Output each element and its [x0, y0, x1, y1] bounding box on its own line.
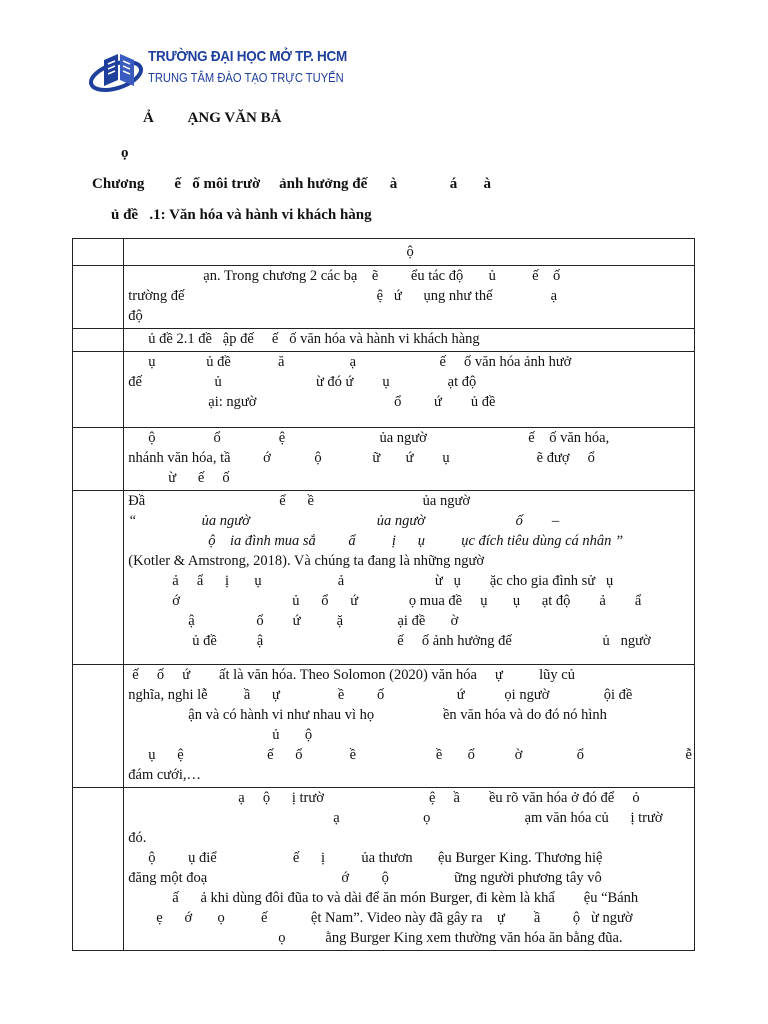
- table-cell-content: [124, 491, 695, 665]
- table-cell-content: [124, 352, 695, 428]
- table-text-line: đó.: [128, 830, 147, 846]
- table-text-line: ụ ủ đề ă ạ ế ố văn hóa ảnh hưở: [148, 354, 572, 370]
- table-row: [73, 788, 695, 951]
- table-header-cell: [124, 239, 695, 266]
- table-row: [73, 428, 695, 491]
- table-text-line: Đầ ể ề ủa ngườ: [128, 493, 471, 509]
- table-cell-content: [124, 329, 695, 352]
- table-header-text: ộ: [406, 244, 414, 260]
- table-text-line: ẹ ớ ọ ế ệt Nam”. Video này đã gây ra ự ầ ộ ừ ngườ: [156, 910, 633, 926]
- table-cell-content: [124, 266, 695, 329]
- table-cell-content: [124, 788, 695, 951]
- content-table: [72, 238, 695, 951]
- table-row: [73, 665, 695, 788]
- table-cell-left: [73, 491, 124, 665]
- document-subtitle: ọ: [121, 145, 129, 161]
- table-cell-left: [73, 428, 124, 491]
- table-cell-left: [73, 329, 124, 352]
- table-text-line: ận và có hành vi như nhau vì họ ền văn hóa và do đó nó hình: [188, 707, 607, 723]
- table-row: [73, 329, 695, 352]
- table-text-line: ả ẩ ị ụ ả ừ ụ ặc cho gia đình sử ụ: [172, 573, 614, 589]
- table-cell-left: [73, 239, 124, 266]
- table-text-line: ạ ộ ị trườ ệ ầ ều rõ văn hóa ở đó để ỏ: [238, 790, 640, 806]
- table-row: [73, 266, 695, 329]
- table-cell-left: [73, 352, 124, 428]
- table-row: [73, 491, 695, 665]
- table-text-line: ộ ụ điể ế ị ủa thươn ệu Burger King. Thương hiệ: [148, 850, 603, 866]
- university-logo: [88, 44, 347, 96]
- topic-heading: ủ đề .1: Văn hóa và hành vi khách hàng: [111, 207, 372, 223]
- table-text-line: nghĩa, nghi lễ ầ ự ề ố ứ ọi ngườ ội đề: [128, 687, 633, 703]
- table-text-line: đế ủ ừ đó ứ ụ ạt độ: [128, 374, 477, 390]
- logo-center-name: TRUNG TÂM ĐÀO TẠO TRỰC TUYẾN: [148, 70, 344, 85]
- table-text-line: ủ ộ: [272, 727, 313, 743]
- document-title: Ả ẠNG VĂN BẢ: [143, 110, 282, 126]
- table-text-line: ộ ổ ệ ủa ngườ ế ố văn hóa,: [148, 430, 610, 446]
- table-text-line: ụ ệ ế ổ ề ề ố ờ ổ ễ: [148, 747, 692, 763]
- table-text-line: nhánh văn hóa, tầ ớ ộ ữ ứ ụ ẽ đượ ổ: [128, 450, 595, 466]
- book-wing-logo-icon: [88, 48, 150, 92]
- table-text-line: ộ ia đình mua sắ ẩ ị ụ ục đích tiêu dùng cá nhân ”: [208, 533, 624, 549]
- table-cell-content: [124, 665, 695, 788]
- table-text-line: ế ố ứ ất là văn hóa. Theo Solomon (2020) văn hóa ự lũy củ: [132, 667, 575, 683]
- table-text-line: “ ủa ngườ ủa ngườ ố –: [128, 513, 560, 529]
- table-text-line: đăng một đoạ ớ ộ ững người phương tây vô: [128, 870, 602, 886]
- table-text-line: ậ ổ ứ ặ ại đề ờ: [188, 613, 459, 629]
- table-row: [73, 352, 695, 428]
- table-cell-left: [73, 266, 124, 329]
- logo-university-name: TRƯỜNG ĐẠI HỌC MỞ TP. HCM: [148, 48, 347, 65]
- table-text-line: ủ đề 2.1 đề ập đế ế ố văn hóa và hành vi khách hàng: [148, 331, 480, 347]
- table-text-line: ạn. Trong chương 2 các bạ ẽ ểu tác độ ủ ế ố: [203, 268, 561, 284]
- table-text-line: ừ ế ố: [168, 470, 230, 486]
- table-text-line: (Kotler & Amstrong, 2018). Và chúng ta đang là những ngườ: [128, 553, 485, 569]
- table-text-line: độ: [128, 308, 143, 324]
- table-text-line: ọ ằng Burger King xem thường văn hóa ăn bằng đũa.: [278, 930, 623, 946]
- table-header-row: [73, 239, 695, 266]
- table-text-line: ấ ả khi dùng đôi đũa to và dài để ăn món Burger, đi kèm là khẩ ệu “Bánh: [172, 890, 639, 906]
- table-text-line: ại: ngườ ổ ứ ủ đề: [208, 394, 496, 410]
- table-text-line: đám cưới,…: [128, 767, 201, 783]
- table-cell-left: [73, 788, 124, 951]
- table-text-line: trường đế ệ ứ ụng như thế ạ: [128, 288, 558, 304]
- table-text-line: ớ ủ ổ ứ ọ mua đề ụ ụ ạt độ ả ẩ: [172, 593, 642, 609]
- chapter-heading: Chương ế ố môi trườ ảnh hưởng đế à á à: [92, 176, 492, 192]
- table-cell-content: [124, 428, 695, 491]
- table-text-line: ủ đề ậ ế ố ảnh hưởng đế ủ ngườ: [192, 633, 651, 649]
- table-text-line: ạ ọ ạm văn hóa củ ị trườ: [333, 810, 663, 826]
- table-cell-left: [73, 665, 124, 788]
